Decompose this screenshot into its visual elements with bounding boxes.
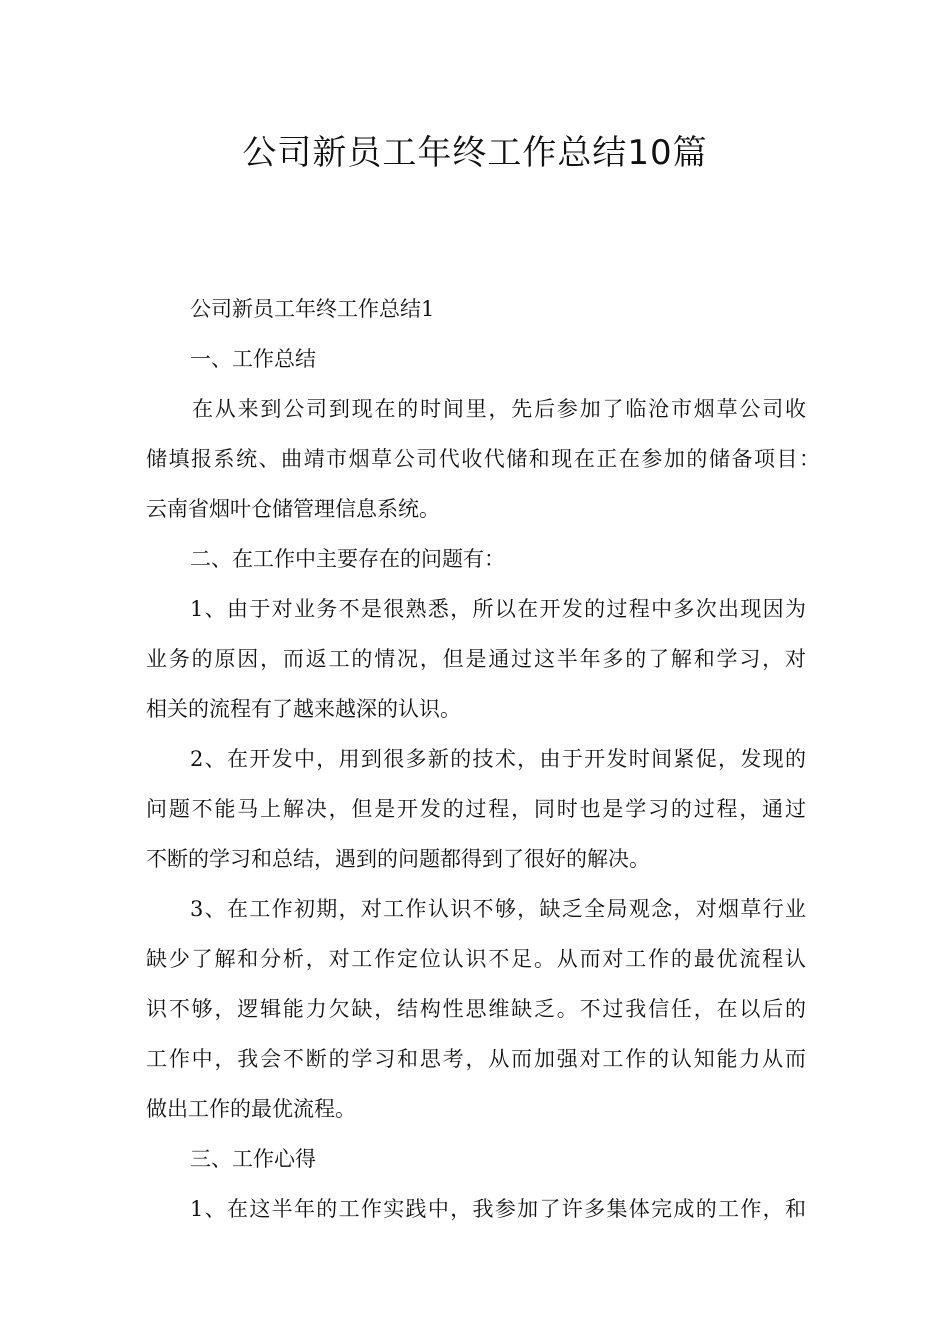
paragraph-line: 在从来到公司到现在的时间里，先后参加了临沧市烟草公司收 [192, 397, 806, 421]
paragraph-line: 不断的学习和总结，遇到的问题都得到了很好的解决。 [146, 847, 650, 871]
paragraph-line: 1、在这半年的工作实践中，我参加了许多集体完成的工作，和 [190, 1197, 806, 1221]
paragraph-line: 工作中，我会不断的学习和思考，从而加强对工作的认知能力从而 [146, 1047, 806, 1071]
paragraph-line: 做出工作的最优流程。 [146, 1097, 356, 1121]
paragraph-line: 1、由于对业务不是很熟悉，所以在开发的过程中多次出现因为 [190, 597, 806, 621]
paragraph-line: 问题不能马上解决，但是开发的过程，同时也是学习的过程，通过 [146, 797, 806, 821]
document-body [146, 284, 826, 1234]
paragraph-line: 识不够，逻辑能力欠缺，结构性思维缺乏。不过我信任，在以后的 [146, 997, 806, 1021]
paragraph-line: 云南省烟叶仓储管理信息系统。 [146, 497, 440, 521]
paragraph-line: 业务的原因，而返工的情况，但是通过这半年多的了解和学习，对 [146, 647, 806, 671]
paragraph-line: 3、在工作初期，对工作认识不够，缺乏全局观念，对烟草行业 [190, 897, 806, 921]
section-heading: 二、在工作中主要存在的问题有： [190, 547, 505, 571]
section-heading: 公司新员工年终工作总结1 [190, 297, 435, 321]
section-heading: 一、工作总结 [190, 347, 316, 371]
paragraph-line: 缺少了解和分析，对工作定位认识不足。从而对工作的最优流程认 [146, 947, 806, 971]
document-title: 公司新员工年终工作总结10篇 [242, 133, 708, 173]
section-heading: 三、工作心得 [190, 1147, 316, 1171]
paragraph-line: 储填报系统、曲靖市烟草公司代收代储和现在正在参加的储备项目： [146, 447, 820, 471]
paragraph-line: 相关的流程有了越来越深的认识。 [146, 697, 461, 721]
paragraph-line: 2、在开发中，用到很多新的技术，由于开发时间紧促，发现的 [190, 747, 806, 771]
